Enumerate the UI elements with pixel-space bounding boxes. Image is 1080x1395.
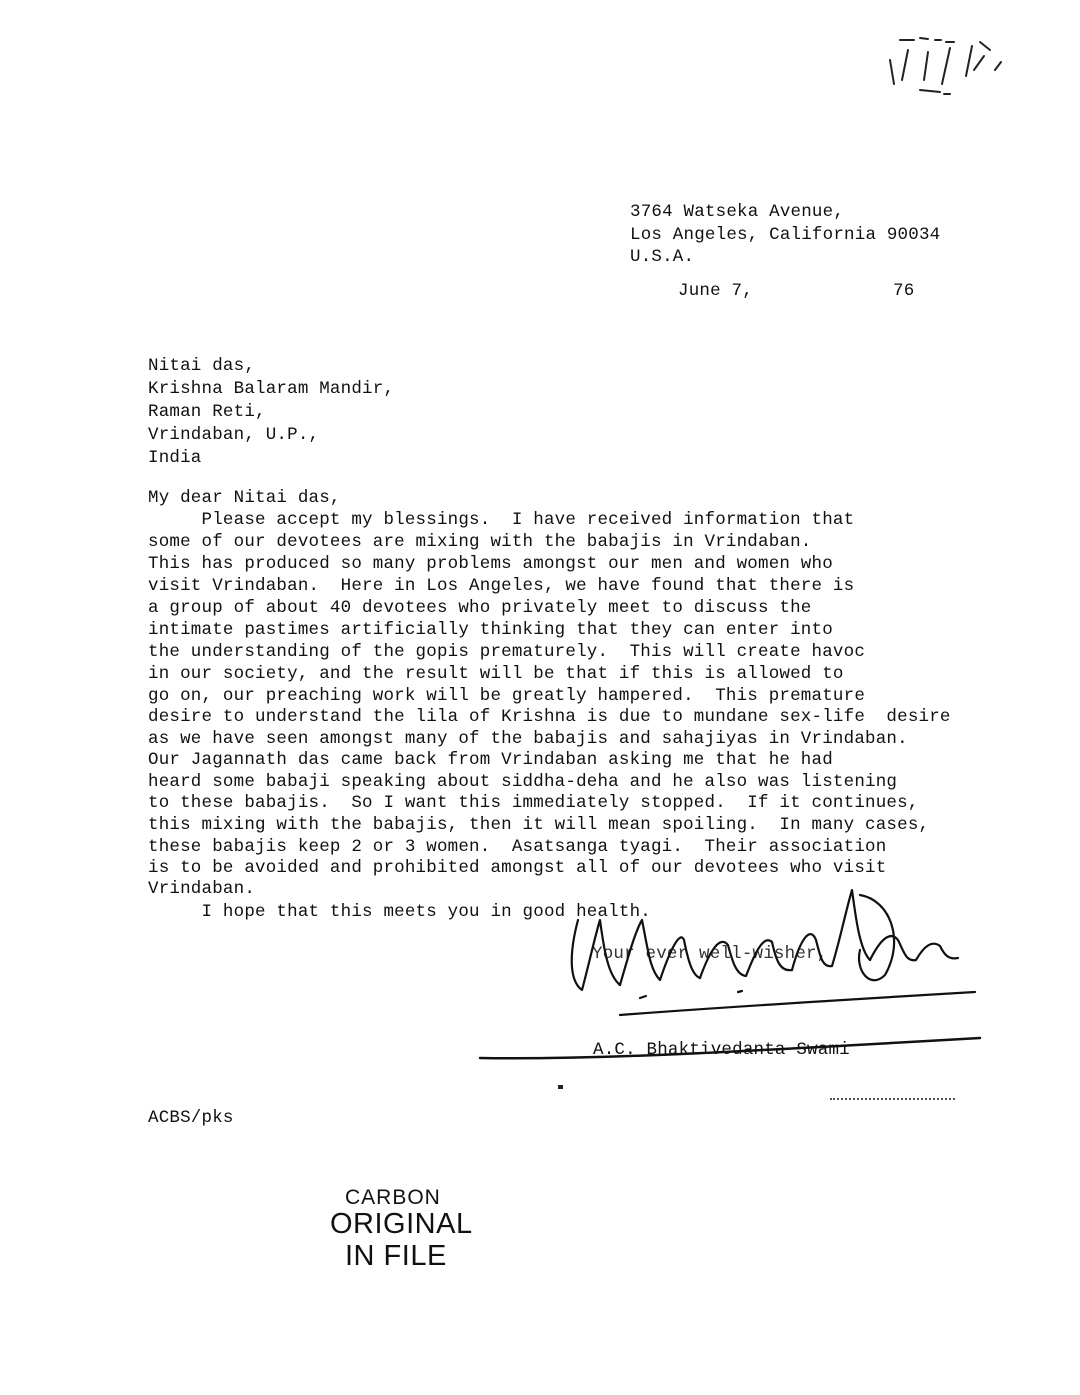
body-line: in our society, and the result will be that if this is allowed to — [148, 664, 844, 684]
body-line: to these babajis. So I want this immediately stopped. If it continues, — [148, 793, 919, 813]
body-line: Please accept my blessings. I have received information that — [148, 510, 855, 530]
recipient-line-3: Raman Reti, — [148, 402, 266, 422]
body-line: is to be avoided and prohibited amongst all of our devotees who visit — [148, 858, 887, 878]
body-line: as we have seen amongst many of the babajis and sahajiyas in Vrindaban. — [148, 729, 908, 749]
signatory-name: A.C. Bhaktivedanta Swami — [593, 1040, 850, 1060]
reference-initials: ACBS/pks — [148, 1108, 234, 1128]
body-line: some of our devotees are mixing with the babajis in Vrindaban. — [148, 532, 812, 552]
recipient-line-4: Vrindaban, U.P., — [148, 425, 320, 445]
body-line: the understanding of the gopis prematurely. This will create havoc — [148, 642, 866, 662]
body-line: Our Jagannath das came back from Vrindaban asking me that he had — [148, 750, 833, 770]
ink-dot — [558, 1085, 563, 1089]
handwritten-mark — [880, 30, 1010, 120]
body-line: go on, our preaching work will be greatly hampered. This premature — [148, 686, 866, 706]
body-line: this mixing with the babajis, then it will mean spoiling. In many cases, — [148, 815, 930, 835]
body-line: intimate pastimes artificially thinking that they can enter into — [148, 620, 833, 640]
body-line: This has produced so many problems amongst our men and women who — [148, 554, 833, 574]
address-line-2: Los Angeles, California 90034 — [630, 225, 941, 245]
recipient-line-1: Nitai das, — [148, 356, 256, 376]
body-line: these babajis keep 2 or 3 women. Asatsanga tyagi. Their association — [148, 837, 887, 857]
closing: Your ever well-wisher, — [592, 944, 828, 964]
body-line: Vrindaban. — [148, 879, 256, 899]
address-line-1: 3764 Watseka Avenue, — [630, 202, 845, 222]
stamp-in-file: IN FILE — [345, 1240, 447, 1272]
date-year: 76 — [893, 281, 915, 301]
salutation: My dear Nitai das, — [148, 488, 341, 508]
dotted-mark — [830, 1098, 955, 1102]
body-line: I hope that this meets you in good health. — [148, 902, 651, 922]
body-line: desire to understand the lila of Krishna is due to mundane sex-life desire — [148, 707, 951, 727]
recipient-line-2: Krishna Balaram Mandir, — [148, 379, 395, 399]
recipient-line-5: India — [148, 448, 202, 468]
stamp-original: ORIGINAL — [330, 1208, 473, 1240]
stamp-carbon: CARBON — [345, 1186, 441, 1209]
body-line: a group of about 40 devotees who privately meet to discuss the — [148, 598, 812, 618]
body-line: heard some babaji speaking about siddha-deha and he also was listening — [148, 772, 898, 792]
date-month-day: June 7, — [678, 281, 753, 301]
body-line: visit Vrindaban. Here in Los Angeles, we have found that there is — [148, 576, 855, 596]
address-line-3: U.S.A. — [630, 247, 695, 267]
